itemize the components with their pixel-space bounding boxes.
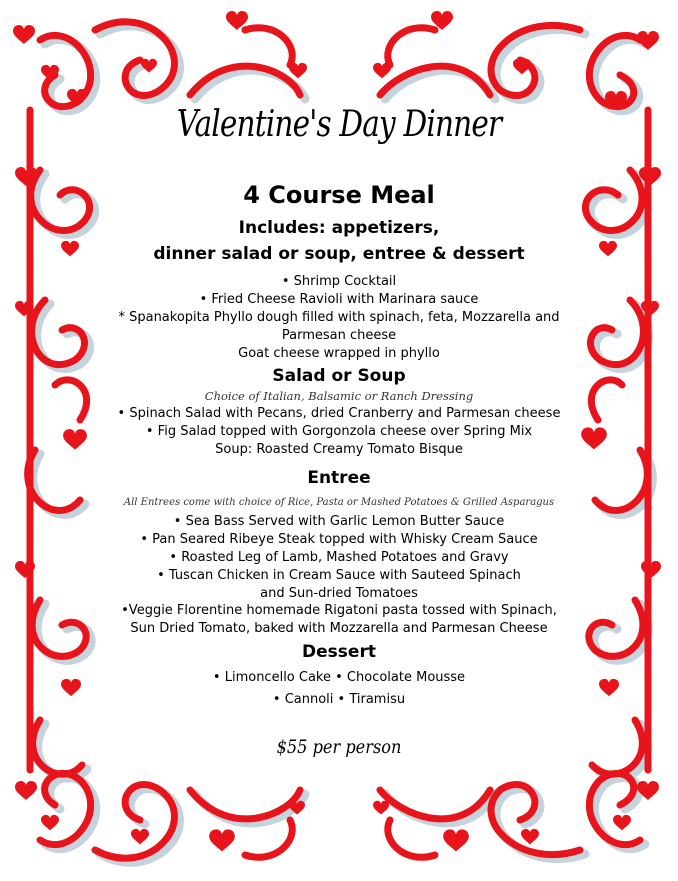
entree-item: • Tuscan Chicken in Cream Sauce with Sauteed Spinach: [157, 568, 521, 583]
entree-item: • Sea Bass Served with Garlic Lemon Butter Sauce: [173, 514, 505, 529]
entree-item: and Sun-dried Tomatoes: [260, 586, 418, 601]
entree-item: • Pan Seared Ribeye Steak topped with Whisky Cream Sauce: [140, 532, 538, 547]
includes-line: dinner salad or soup, entree & dessert: [153, 244, 525, 264]
entree-item: •Veggie Florentine homemade Rigatoni pasta tossed with Spinach,: [121, 603, 557, 618]
appetizer-item: Parmesan cheese: [281, 328, 397, 343]
salad-heading: Salad or Soup: [272, 366, 406, 386]
entree-heading: Entree: [307, 468, 371, 488]
salad-item: • Spinach Salad with Pecans, dried Cranberry and Parmesan cheese: [117, 406, 561, 421]
entree-note: All Entrees come with choice of Rice, Pasta or Mashed Potatoes & Grilled Asparagus: [123, 497, 555, 508]
appetizer-item: • Fried Cheese Ravioli with Marinara sauce: [199, 292, 479, 307]
meal-heading: 4 Course Meal: [243, 181, 435, 209]
salad-note: Choice of Italian, Balsamic or Ranch Dressing: [204, 389, 474, 403]
dessert-heading: Dessert: [302, 642, 376, 662]
dessert-item: • Cannoli • Tiramisu: [272, 692, 406, 707]
dessert-item: • Limoncello Cake • Chocolate Mousse: [212, 670, 466, 685]
includes-line: Includes: appetizers,: [238, 218, 440, 238]
entree-item: • Roasted Leg of Lamb, Mashed Potatoes and Gravy: [169, 550, 509, 565]
entree-item: Sun Dried Tomato, baked with Mozzarella and Parmesan Cheese: [130, 621, 548, 636]
appetizer-item: * Spanakopita Phyllo dough filled with spinach, feta, Mozzarella and: [118, 310, 560, 325]
appetizer-item: Goat cheese wrapped in phyllo: [238, 346, 440, 361]
appetizer-item: • Shrimp Cocktail: [281, 274, 397, 289]
menu-title: Valentine's Day Dinner: [176, 104, 502, 145]
soup-item: Soup: Roasted Creamy Tomato Bisque: [215, 442, 463, 457]
price: $55 per person: [276, 736, 402, 758]
salad-item: • Fig Salad topped with Gorgonzola cheese over Spring Mix: [145, 424, 533, 439]
